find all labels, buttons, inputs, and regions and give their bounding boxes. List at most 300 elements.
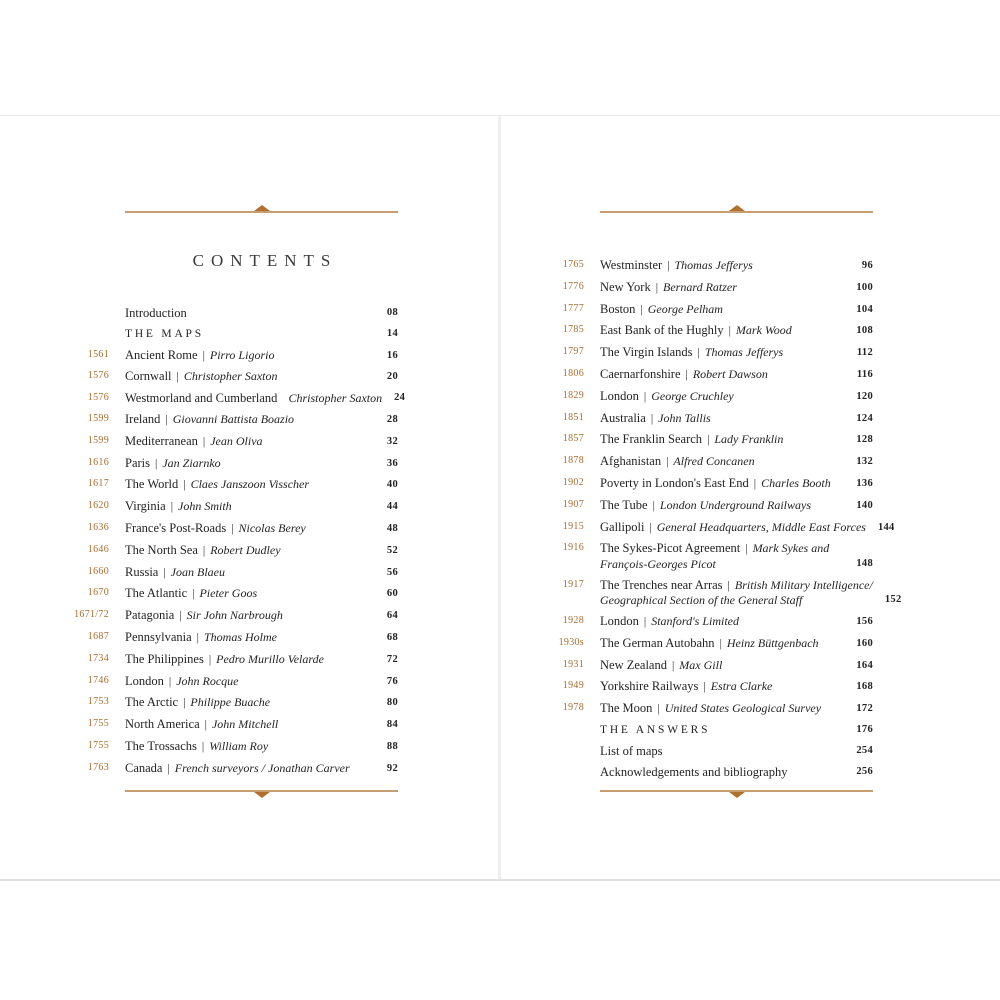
toc-title: London xyxy=(600,613,639,628)
toc-list-right xyxy=(558,258,902,785)
toc-page-number: 140 xyxy=(856,499,873,511)
toc-page-number: 84 xyxy=(386,719,398,731)
toc-entry xyxy=(600,614,856,630)
toc-author: Jan Ziarnko xyxy=(162,455,221,470)
pipe-separator: | xyxy=(201,740,205,753)
toc-title: The Tube xyxy=(600,497,648,512)
toc-year: 1765 xyxy=(562,259,584,270)
pipe-separator: | xyxy=(208,653,212,666)
toc-entry xyxy=(125,391,394,406)
triangle-down-icon xyxy=(729,792,745,798)
toc-entry xyxy=(600,323,856,339)
toc-title: Canada xyxy=(125,760,163,775)
pipe-separator: | xyxy=(745,543,748,556)
toc-author: Mark Sykes and xyxy=(752,541,830,556)
toc-row xyxy=(562,613,873,630)
toc-row xyxy=(87,411,398,428)
toc-title: Gallipoli xyxy=(600,519,645,534)
toc-row xyxy=(600,723,873,738)
toc-author: Charles Booth xyxy=(761,475,831,490)
toc-title: Yorkshire Railways xyxy=(600,679,699,694)
toc-title: London xyxy=(125,673,164,688)
toc-year: 1599 xyxy=(87,412,109,424)
toc-title: North America xyxy=(125,717,200,732)
toc-entry xyxy=(600,578,885,608)
toc-row xyxy=(87,369,398,385)
toc-author: United States Geological Survey xyxy=(664,701,822,716)
toc-year: 1755 xyxy=(87,739,109,751)
toc-author: John Mitchell xyxy=(211,717,279,732)
toc-entry xyxy=(125,456,387,472)
toc-title: The World xyxy=(125,477,179,492)
toc-author: Thomas Jefferys xyxy=(704,345,784,360)
pipe-separator: | xyxy=(643,615,647,628)
toc-author: General Headquarters, Middle East Forces xyxy=(656,519,866,534)
toc-author: Robert Dudley xyxy=(210,542,281,557)
toc-author: Jean Oliva xyxy=(210,433,263,448)
pipe-separator: | xyxy=(650,412,654,425)
pipe-separator: | xyxy=(666,456,669,469)
toc-title: Ancient Rome xyxy=(125,347,198,362)
pipe-separator: | xyxy=(707,434,710,447)
toc-entry xyxy=(125,499,387,515)
toc-page-number: 72 xyxy=(386,653,398,665)
toc-page-number: 108 xyxy=(856,325,873,337)
toc-page-number: 40 xyxy=(386,479,398,491)
toc-entry xyxy=(600,679,856,695)
decorative-rule-top-left xyxy=(125,211,398,213)
toc-author: Pieter Goos xyxy=(199,586,258,601)
toc-row xyxy=(87,542,398,559)
toc-row xyxy=(562,497,873,514)
toc-year: 1930s xyxy=(558,636,584,648)
toc-title: Paris xyxy=(125,455,150,470)
toc-row xyxy=(562,279,873,296)
pipe-separator: | xyxy=(204,719,207,732)
toc-page-number: 256 xyxy=(856,765,873,777)
toc-author: William Roy xyxy=(209,738,269,753)
toc-entry xyxy=(125,543,387,559)
pipe-separator: | xyxy=(652,499,655,512)
toc-list-left xyxy=(74,306,406,783)
toc-year: 1917 xyxy=(562,578,584,590)
toc-year: 1931 xyxy=(562,658,584,670)
pipe-separator: | xyxy=(649,521,652,534)
pipe-separator: | xyxy=(671,659,675,672)
toc-entry xyxy=(125,521,387,537)
toc-entry xyxy=(600,520,878,536)
toc-title: The Sykes-Picot Agreement xyxy=(600,541,741,556)
toc-author: French surveyors / Jonathan Carver xyxy=(174,760,350,775)
pipe-separator: | xyxy=(192,588,195,601)
toc-row xyxy=(87,760,398,777)
toc-title: THE MAPS xyxy=(125,327,204,340)
toc-page-number: 32 xyxy=(386,435,398,447)
toc-entry xyxy=(125,630,387,646)
toc-page-number: 76 xyxy=(386,675,398,687)
toc-title: The Trossachs xyxy=(125,738,197,753)
toc-entry xyxy=(600,389,856,405)
toc-entry xyxy=(600,280,856,296)
triangle-up-icon xyxy=(729,205,745,211)
toc-entry xyxy=(125,674,387,690)
toc-page-number: 116 xyxy=(856,368,873,380)
toc-entry xyxy=(125,717,387,733)
toc-author: Philippe Buache xyxy=(190,695,271,710)
toc-row xyxy=(562,679,873,695)
toc-row xyxy=(87,738,398,755)
pipe-separator: | xyxy=(655,281,659,294)
toc-page-number: 160 xyxy=(856,637,873,649)
toc-title: The Moon xyxy=(600,701,653,716)
toc-row xyxy=(87,391,406,406)
toc-row xyxy=(562,432,873,448)
toc-row xyxy=(562,454,873,470)
toc-page-number: 36 xyxy=(386,457,398,469)
toc-row xyxy=(600,765,873,780)
toc-title: Boston xyxy=(600,301,636,316)
pipe-separator: | xyxy=(719,637,722,650)
decorative-rule-bottom-right xyxy=(600,790,873,792)
toc-page-number: 96 xyxy=(861,260,873,271)
toc-author: Robert Dawson xyxy=(692,366,768,381)
toc-row xyxy=(125,327,398,342)
toc-entry xyxy=(600,432,856,448)
toc-author: Pedro Murillo Velarde xyxy=(216,651,324,666)
toc-row xyxy=(600,744,873,759)
pipe-separator: | xyxy=(640,303,643,316)
toc-page-number: 88 xyxy=(386,740,398,752)
toc-row xyxy=(87,520,398,537)
toc-entry xyxy=(125,586,387,602)
toc-row xyxy=(87,673,398,690)
toc-year: 1746 xyxy=(87,674,109,686)
toc-page-number: 52 xyxy=(386,544,398,556)
toc-row xyxy=(87,586,398,602)
toc-author: Bernard Ratzer xyxy=(663,279,737,294)
pipe-separator: | xyxy=(176,371,179,384)
pipe-separator: | xyxy=(667,260,670,272)
toc-row xyxy=(562,410,873,427)
toc-entry xyxy=(600,302,856,318)
toc-entry xyxy=(600,367,857,383)
pipe-separator: | xyxy=(657,703,660,716)
pipe-separator: | xyxy=(168,675,172,688)
toc-author: London Underground Railways xyxy=(659,497,812,512)
toc-author: Joan Blaeu xyxy=(170,564,225,579)
toc-author: John Rocque xyxy=(176,673,239,688)
toc-year: 1636 xyxy=(87,521,109,533)
toc-title: THE ANSWERS xyxy=(600,723,711,736)
toc-entry xyxy=(600,476,856,492)
toc-author: Thomas Holme xyxy=(203,629,277,644)
toc-page-number: 136 xyxy=(856,477,873,489)
toc-row xyxy=(562,701,873,717)
toc-entry xyxy=(125,761,387,777)
right-page xyxy=(558,0,902,880)
toc-row xyxy=(87,629,398,646)
toc-entry xyxy=(600,345,857,361)
toc-title: Acknowledgements and bibliography xyxy=(600,764,788,779)
toc-year: 1671/72 xyxy=(74,609,109,621)
decorative-rule-bottom-left xyxy=(125,790,398,792)
toc-year: 1753 xyxy=(87,696,109,708)
toc-author: John Tallis xyxy=(658,410,711,425)
toc-author: Christopher Saxton xyxy=(288,391,383,406)
toc-title: The Franklin Search xyxy=(600,432,703,447)
toc-entry xyxy=(125,477,387,493)
toc-title: Mediterranean xyxy=(125,433,198,448)
toc-page-number: 68 xyxy=(386,631,398,643)
toc-row xyxy=(562,345,873,361)
toc-entry xyxy=(600,723,856,738)
toc-page-number: 120 xyxy=(856,390,873,402)
pipe-separator: | xyxy=(183,697,186,710)
toc-title: Caernarfonshire xyxy=(600,366,681,381)
toc-entry xyxy=(600,744,856,759)
toc-page-number: 60 xyxy=(386,588,398,600)
toc-row xyxy=(562,366,873,383)
toc-page-number: 124 xyxy=(856,412,873,424)
toc-entry xyxy=(600,258,862,274)
toc-title: New York xyxy=(600,279,651,294)
toc-title: Patagonia xyxy=(125,608,175,623)
toc-year: 1646 xyxy=(87,543,109,555)
toc-page-number: 08 xyxy=(386,307,398,318)
toc-title: Westmorland and Cumberland xyxy=(125,391,278,406)
toc-author: Lady Franklin xyxy=(714,432,784,447)
toc-year: 1687 xyxy=(87,630,109,642)
toc-row xyxy=(562,475,873,492)
toc-year: 1797 xyxy=(562,346,584,358)
toc-title: The Arctic xyxy=(125,695,179,710)
toc-page-number: 92 xyxy=(386,762,398,774)
toc-author: George Pelham xyxy=(647,301,723,316)
toc-title: Pennsylvania xyxy=(125,629,192,644)
toc-entry xyxy=(125,739,387,755)
toc-year: 1949 xyxy=(562,680,584,692)
toc-row xyxy=(562,258,873,274)
toc-year: 1576 xyxy=(87,392,109,404)
toc-page-number: 20 xyxy=(386,371,398,383)
pipe-separator: | xyxy=(165,413,168,426)
toc-year: 1776 xyxy=(562,280,584,292)
toc-row xyxy=(87,433,398,450)
toc-title: London xyxy=(600,388,639,403)
toc-year: 1829 xyxy=(562,389,584,401)
toc-page-number: 112 xyxy=(856,347,873,359)
decorative-rule-top-right xyxy=(600,211,873,213)
toc-title: Poverty in London's East End xyxy=(600,475,749,490)
toc-entry xyxy=(125,695,387,711)
toc-title: The Trenches near Arras xyxy=(600,577,723,592)
toc-title: The German Autobahn xyxy=(600,635,715,650)
pipe-separator: | xyxy=(231,522,234,535)
toc-row xyxy=(87,564,398,581)
toc-title: The Atlantic xyxy=(125,586,188,601)
toc-author: Christopher Saxton xyxy=(183,369,278,384)
pipe-separator: | xyxy=(167,762,170,775)
toc-entry xyxy=(125,348,387,364)
toc-row xyxy=(562,541,873,571)
toc-page-number: 128 xyxy=(856,434,873,446)
pipe-separator: | xyxy=(196,631,199,644)
toc-author-line2: François-Georges Picot xyxy=(600,556,716,571)
pipe-separator: | xyxy=(685,368,688,381)
toc-page-number: 156 xyxy=(856,615,873,627)
toc-author-line2: Geographical Section of the General Staff xyxy=(600,593,803,608)
toc-entry xyxy=(600,765,856,780)
toc-year: 1576 xyxy=(87,370,109,382)
toc-author: Nicolas Berey xyxy=(238,520,306,535)
toc-row xyxy=(87,455,398,472)
triangle-up-icon xyxy=(254,205,270,211)
toc-row xyxy=(87,651,398,668)
toc-entry xyxy=(600,701,856,717)
toc-entry xyxy=(125,608,387,624)
toc-author: Heinz Büttgenbach xyxy=(726,635,819,650)
page-title: CONTENTS xyxy=(192,251,338,270)
toc-row xyxy=(87,499,398,515)
toc-year: 1620 xyxy=(87,500,109,512)
toc-row xyxy=(87,477,398,493)
toc-year: 1902 xyxy=(562,476,584,488)
toc-row xyxy=(87,717,398,733)
toc-page-number: 64 xyxy=(386,610,398,622)
toc-year: 1599 xyxy=(87,434,109,446)
toc-year: 1785 xyxy=(562,324,584,336)
toc-page-number: 164 xyxy=(856,659,873,671)
toc-page-number: 80 xyxy=(386,697,398,709)
toc-author: Stanford's Limited xyxy=(651,613,739,628)
toc-entry xyxy=(600,636,856,652)
toc-year: 1617 xyxy=(87,478,109,490)
toc-page-number: 100 xyxy=(856,281,873,293)
toc-entry xyxy=(125,434,387,450)
toc-row xyxy=(125,306,398,321)
toc-title: Virginia xyxy=(125,499,166,514)
toc-page-number: 254 xyxy=(856,744,873,756)
toc-entry xyxy=(125,412,387,428)
toc-year: 1660 xyxy=(87,565,109,577)
toc-title: New Zealand xyxy=(600,657,667,672)
toc-page-number: 14 xyxy=(386,327,398,339)
toc-entry xyxy=(600,658,856,674)
toc-page-number: 168 xyxy=(856,681,873,693)
pipe-separator: | xyxy=(202,544,206,557)
toc-row xyxy=(87,347,398,364)
toc-author: Sir John Narbrough xyxy=(186,608,283,623)
toc-year: 1851 xyxy=(562,411,584,423)
toc-page-number: 16 xyxy=(386,349,398,361)
toc-year: 1916 xyxy=(562,542,584,554)
toc-year: 1616 xyxy=(87,456,109,468)
toc-author: John Smith xyxy=(178,499,232,514)
toc-title: East Bank of the Hughly xyxy=(600,323,724,338)
left-page xyxy=(74,0,406,880)
toc-row xyxy=(87,695,398,711)
triangle-down-icon xyxy=(254,792,270,798)
toc-row xyxy=(558,635,873,652)
toc-year: 1928 xyxy=(562,614,584,626)
toc-title: The Virgin Islands xyxy=(600,345,693,360)
pipe-separator: | xyxy=(155,457,158,470)
toc-entry xyxy=(600,454,856,470)
pipe-separator: | xyxy=(202,349,205,362)
toc-year: 1777 xyxy=(562,302,584,314)
toc-row xyxy=(562,657,873,674)
toc-year: 1734 xyxy=(87,652,109,664)
toc-row xyxy=(562,388,873,405)
toc-row xyxy=(74,608,398,624)
pipe-separator: | xyxy=(179,610,182,623)
toc-author: Estra Clarke xyxy=(710,679,773,694)
pipe-separator: | xyxy=(703,681,706,694)
toc-entry xyxy=(125,652,387,668)
pipe-separator: | xyxy=(727,579,730,592)
toc-author: British Military Intelligence/ xyxy=(734,577,873,592)
toc-row xyxy=(562,519,895,536)
book-gutter-divider xyxy=(498,116,501,879)
toc-entry xyxy=(125,327,387,342)
toc-entry xyxy=(600,498,856,514)
toc-author: Pirro Ligorio xyxy=(209,347,275,362)
pipe-separator: | xyxy=(643,390,647,403)
toc-title: Westminster xyxy=(600,258,663,272)
toc-entry xyxy=(125,565,387,581)
toc-page-number: 44 xyxy=(386,501,398,513)
toc-year: 1907 xyxy=(562,498,584,510)
toc-title: Ireland xyxy=(125,411,161,426)
toc-entry xyxy=(125,306,387,321)
toc-page-number: 28 xyxy=(386,413,398,425)
toc-year: 1978 xyxy=(562,702,584,714)
toc-title: The Philippines xyxy=(125,651,204,666)
toc-title: The North Sea xyxy=(125,542,198,557)
toc-title: Russia xyxy=(125,564,159,579)
toc-row xyxy=(562,301,873,318)
toc-author: Giovanni Battista Boazio xyxy=(172,411,295,426)
toc-title: Australia xyxy=(600,410,646,425)
toc-entry xyxy=(125,369,387,385)
toc-author: Thomas Jefferys xyxy=(674,258,753,272)
toc-page-number: 172 xyxy=(856,703,873,715)
toc-year: 1561 xyxy=(87,348,109,360)
toc-page-number: 132 xyxy=(856,456,873,468)
toc-row xyxy=(562,323,873,339)
toc-page-number: 104 xyxy=(856,303,873,315)
toc-year: 1878 xyxy=(562,455,584,467)
toc-row xyxy=(562,577,902,608)
toc-title: Afghanistan xyxy=(600,454,662,469)
toc-page-number: 176 xyxy=(856,723,873,735)
toc-entry xyxy=(600,411,856,427)
pipe-separator: | xyxy=(170,501,173,514)
toc-year: 1763 xyxy=(87,761,109,773)
toc-title: France's Post-Roads xyxy=(125,520,227,535)
pipe-separator: | xyxy=(697,347,700,360)
toc-page-number: 24 xyxy=(394,392,406,404)
toc-year: 1915 xyxy=(562,520,584,532)
toc-page-number: 144 xyxy=(877,521,895,533)
toc-author: Max Gill xyxy=(679,657,723,672)
toc-author: Alfred Concanen xyxy=(673,454,755,469)
toc-year: 1857 xyxy=(562,433,584,445)
toc-author: Claes Janszoon Visscher xyxy=(190,477,310,492)
toc-year: 1806 xyxy=(562,367,584,379)
toc-title: List of maps xyxy=(600,743,663,758)
pipe-separator: | xyxy=(202,435,206,448)
